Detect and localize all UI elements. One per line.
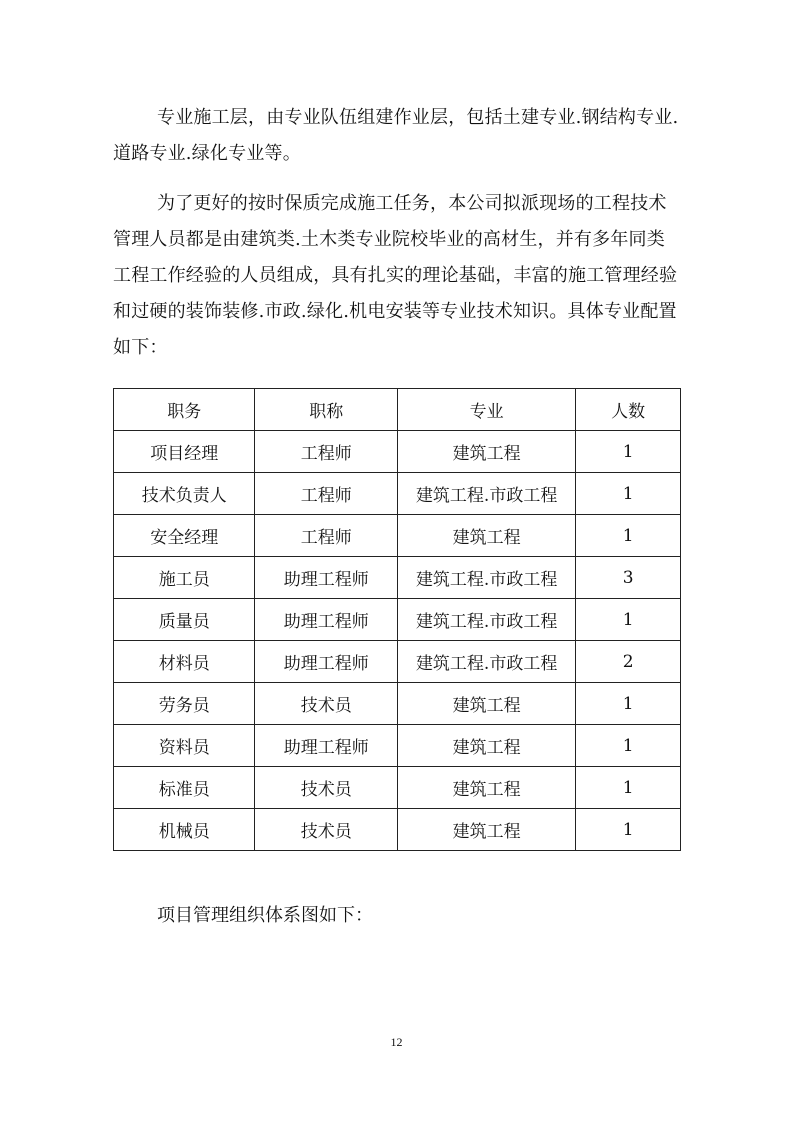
cell-title: 助理工程师 <box>255 725 397 767</box>
cell-position: 安全经理 <box>114 515 255 557</box>
cell-count: 1 <box>576 515 681 557</box>
cell-major: 建筑工程 <box>397 515 575 557</box>
table-row <box>114 725 681 767</box>
cell-count: 3 <box>576 557 681 599</box>
table-row <box>114 599 681 641</box>
paragraph-professional-layer: 专业施工层，由专业队伍组建作业层，包括土建专业.钢结构专业.道路专业.绿化专业等。 <box>113 107 679 164</box>
table-row <box>114 473 681 515</box>
cell-count: 1 <box>576 683 681 725</box>
cell-title: 工程师 <box>255 515 397 557</box>
cell-major: 建筑工程.市政工程 <box>397 641 575 683</box>
cell-position: 技术负责人 <box>114 473 255 515</box>
cell-title: 助理工程师 <box>255 641 397 683</box>
table-row <box>114 515 681 557</box>
table-row <box>114 767 681 809</box>
cell-position: 项目经理 <box>114 431 255 473</box>
cell-count: 1 <box>576 431 681 473</box>
table-row <box>114 641 681 683</box>
header-major: 专业 <box>397 389 575 431</box>
table-header-row <box>114 389 681 431</box>
header-title: 职称 <box>255 389 397 431</box>
header-position: 职务 <box>114 389 255 431</box>
cell-major: 建筑工程.市政工程 <box>397 473 575 515</box>
cell-title: 技术员 <box>255 683 397 725</box>
table-row <box>114 431 681 473</box>
cell-title: 技术员 <box>255 767 397 809</box>
table-row <box>114 557 681 599</box>
cell-title: 技术员 <box>255 809 397 851</box>
cell-title: 工程师 <box>255 431 397 473</box>
cell-position: 机械员 <box>114 809 255 851</box>
cell-count: 1 <box>576 473 681 515</box>
cell-position: 标准员 <box>114 767 255 809</box>
cell-major: 建筑工程 <box>397 431 575 473</box>
cell-position: 施工员 <box>114 557 255 599</box>
staff-configuration-table <box>113 388 681 851</box>
cell-count: 1 <box>576 725 681 767</box>
cell-position: 劳务员 <box>114 683 255 725</box>
cell-title: 助理工程师 <box>255 599 397 641</box>
cell-count: 1 <box>576 599 681 641</box>
cell-count: 2 <box>576 641 681 683</box>
cell-major: 建筑工程 <box>397 725 575 767</box>
page-number: 12 <box>390 1035 403 1049</box>
cell-major: 建筑工程.市政工程 <box>397 557 575 599</box>
cell-major: 建筑工程.市政工程 <box>397 599 575 641</box>
cell-title: 助理工程师 <box>255 557 397 599</box>
cell-count: 1 <box>576 809 681 851</box>
table-row <box>114 809 681 851</box>
cell-position: 材料员 <box>114 641 255 683</box>
cell-major: 建筑工程 <box>397 809 575 851</box>
header-count: 人数 <box>576 389 681 431</box>
table-row <box>114 683 681 725</box>
cell-major: 建筑工程 <box>397 767 575 809</box>
cell-major: 建筑工程 <box>397 683 575 725</box>
cell-position: 资料员 <box>114 725 255 767</box>
cell-count: 1 <box>576 767 681 809</box>
org-chart-caption: 项目管理组织体系图如下： <box>157 905 373 926</box>
cell-title: 工程师 <box>255 473 397 515</box>
cell-position: 质量员 <box>114 599 255 641</box>
paragraph-staff-description: 为了更好的按时保质完成施工任务，本公司拟派现场的工程技术管理人员都是由建筑类.土木类专业院校毕业的高材生，并有多年同类工程工作经验的人员组成，具有扎实的理论基础，丰富的施工管理经验和过硬的装饰装修.市政.绿化.机电安装等专业技术知识。具体专业配置如下： <box>113 193 678 358</box>
